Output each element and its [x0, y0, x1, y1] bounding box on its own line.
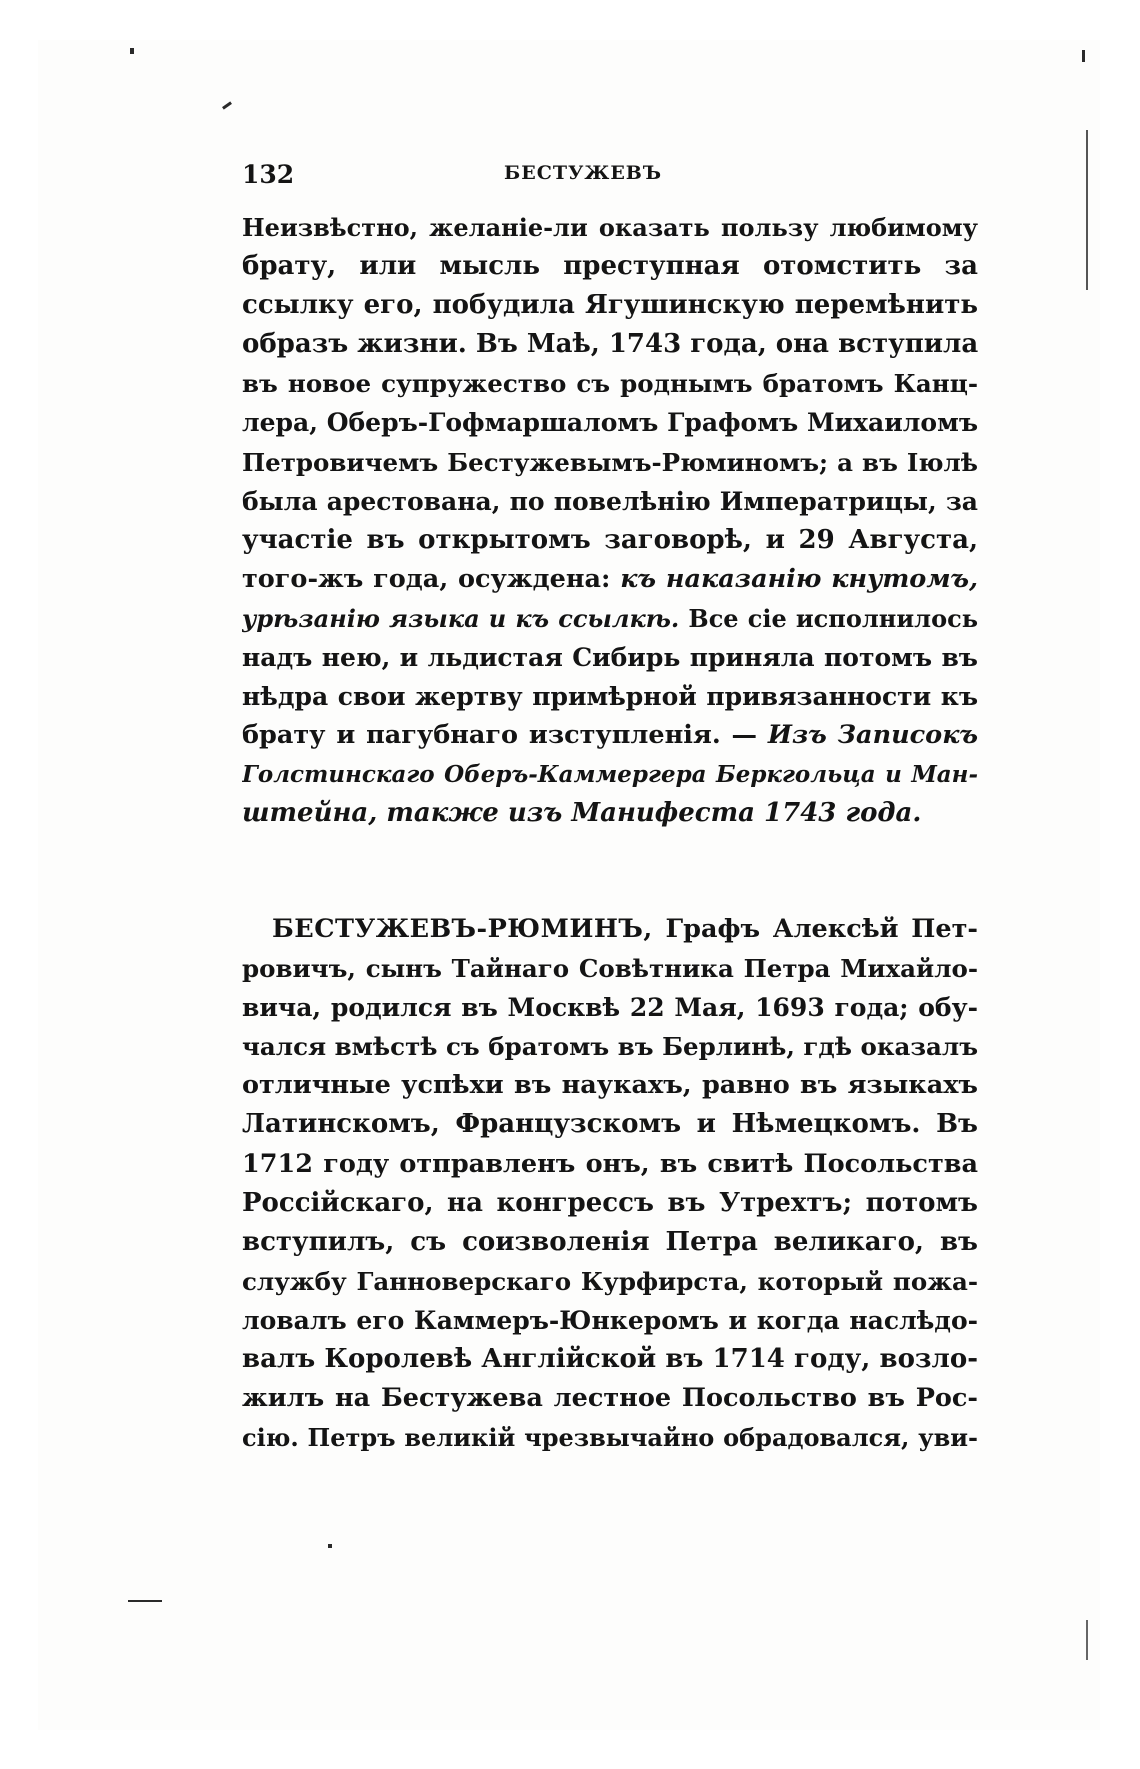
- text-line: въ новое супружество съ роднымъ братомъ Канц-: [242, 369, 978, 399]
- italic-segment: Изъ Записокъ: [767, 720, 978, 751]
- text-line: брату, или мысль преступная отомстить за: [242, 251, 978, 282]
- text-line: вступилъ, съ соизволенія Петра великаго, въ: [242, 1226, 978, 1257]
- page-header: [242, 160, 978, 196]
- source-citation-line: штейна, также изъ Манифеста 1743 года.: [242, 798, 922, 829]
- text-line: ровичъ, сынъ Тайнаго Совѣтника Петра Михайло-: [242, 954, 978, 984]
- text-line-mixed: [242, 599, 978, 638]
- running-head: БЕСТУЖЕВЪ: [504, 162, 663, 184]
- page-number: 132: [242, 160, 295, 189]
- text-line: Латинскомъ, Французскомъ и Нѣмецкомъ. Въ: [242, 1109, 978, 1140]
- text-line: надъ нею, и льдистая Сибирь приняла потомъ въ: [242, 643, 978, 673]
- scan-speck: [328, 1544, 332, 1548]
- text-line: образъ жизни. Въ Маѣ, 1743 года, она вступила: [242, 329, 978, 360]
- text-line: была арестована, по повелѣнію Императрицы, за: [242, 486, 978, 516]
- text-segment: брату и пагубнаго изступленія. —: [242, 720, 758, 751]
- text-line: службу Ганноверскаго Курфирста, который пожа-: [242, 1266, 978, 1296]
- text-line: участіе въ открытомъ заговорѣ, и 29 Августа,: [242, 524, 978, 555]
- text-line: жилъ на Бестужева лестное Посольство въ Рос-: [242, 1383, 978, 1414]
- text-line-mixed: [242, 716, 978, 755]
- text-line: 1712 году отправленъ онъ, въ свитѣ Посольства: [242, 1148, 978, 1179]
- scan-dash: [128, 1600, 162, 1602]
- text-segment: того-жъ года, осуждена:: [242, 563, 611, 594]
- text-line: вича, родился въ Москвѣ 22 Мая, 1693 года; обу-: [242, 993, 978, 1023]
- entry-headword: БЕСТУЖЕВЪ-РЮМИНЪ,: [272, 914, 653, 944]
- text-line: лера, Оберъ-Гофмаршаломъ Графомъ Михаиломъ: [242, 408, 978, 438]
- text-line: Россійскаго, на конгрессъ въ Утрехтъ; потомъ: [242, 1187, 978, 1218]
- source-citation-line: Голстинскаго Оберъ-Каммергера Беркгольца и Ман-: [242, 761, 978, 789]
- scan-speck: [1082, 50, 1085, 62]
- entry-bestuzheva-paragraph: [242, 208, 978, 834]
- text-line: ссылку его, побудила Ягушинскую перемѣнить: [242, 290, 978, 321]
- scan-speck: [130, 48, 134, 54]
- italic-segment: урѣзанію языка и къ ссылкѣ.: [242, 603, 680, 633]
- scan-edge-line: [1086, 1620, 1088, 1660]
- text-line-mixed: [242, 560, 978, 599]
- text-segment: Все сіе исполнилось: [688, 603, 978, 633]
- text-line: ловалъ его Каммеръ-Юнкеромъ и когда наслѣдо-: [242, 1305, 978, 1335]
- italic-segment: къ наказанію кнутомъ,: [620, 563, 978, 594]
- text-line: валъ Королевѣ Англійской въ 1714 году, возло-: [242, 1344, 978, 1375]
- entry-bestuzhev-ryumin-paragraph: [242, 910, 978, 1457]
- text-line: сію. Петръ великій чрезвычайно обрадовался, уви-: [242, 1423, 978, 1453]
- text-line: нѣдра свои жертву примѣрной привязанности къ: [242, 682, 978, 712]
- text-line: отличные успѣхи въ наукахъ, равно въ языкахъ: [242, 1070, 978, 1101]
- text-line: Неизвѣстно, желаніе-ли оказать пользу любимому: [242, 213, 978, 242]
- text-segment: Графъ Алексѣй Пет-: [665, 914, 978, 944]
- scan-edge-line: [1086, 130, 1088, 290]
- text-line: чался вмѣстѣ съ братомъ въ Берлинѣ, гдѣ оказалъ: [242, 1032, 978, 1062]
- entry-first-line: [242, 910, 978, 949]
- text-line: Петровичемъ Бестужевымъ-Рюминомъ; а въ Іюлѣ: [242, 447, 978, 477]
